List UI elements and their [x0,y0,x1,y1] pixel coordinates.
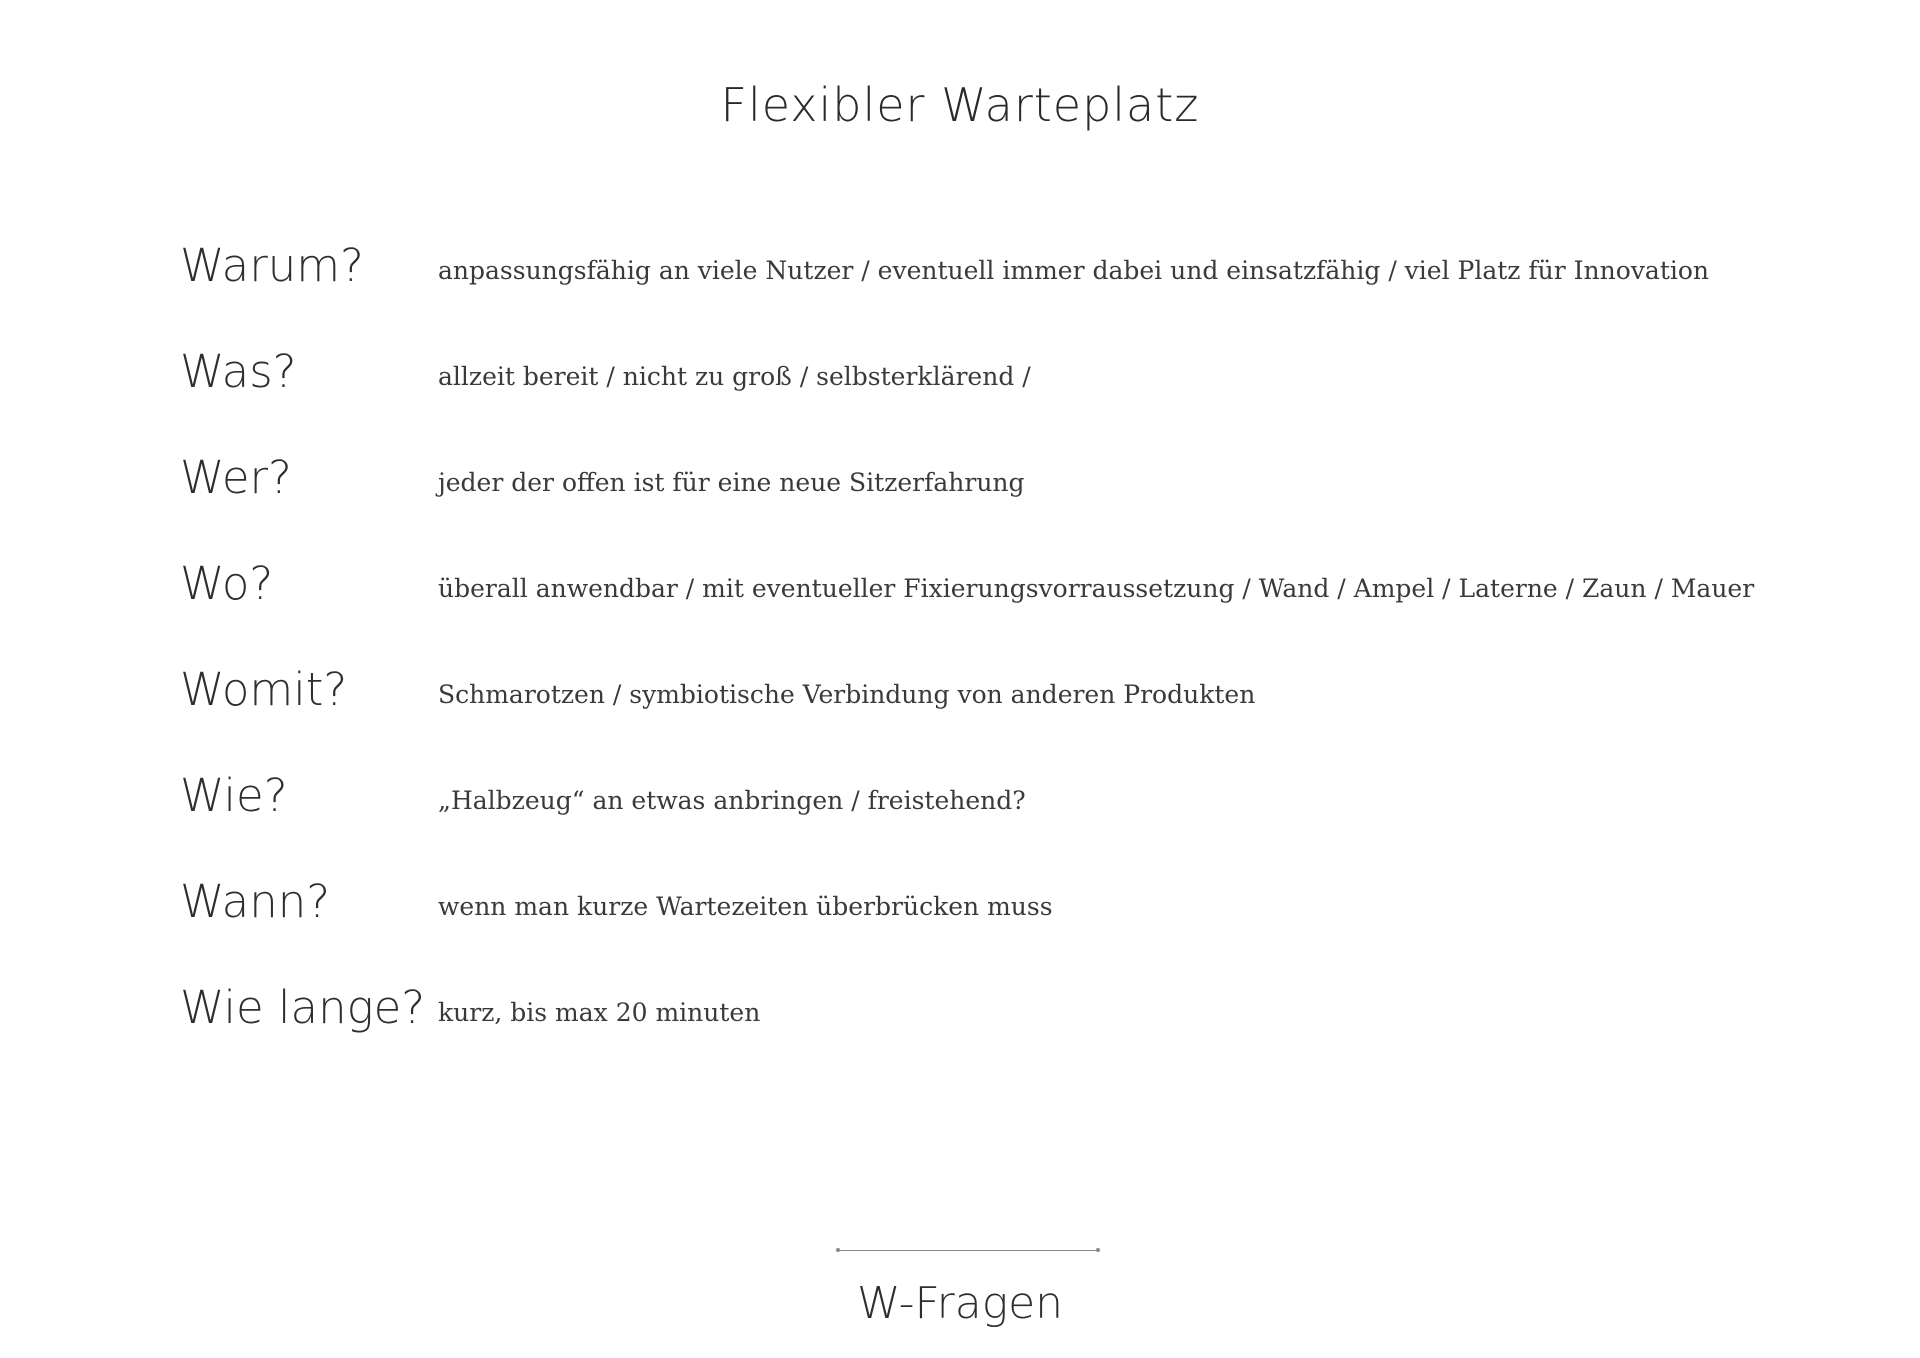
question-label: Wann? [180,875,331,928]
question-label: Womit? [180,663,348,716]
question-label: Warum? [180,239,364,292]
footer-divider [838,1250,1098,1251]
footer-label: W-Fragen [856,1278,1064,1329]
answer-text: „Halbzeug“ an etwas anbringen / freistehend? [438,786,1026,815]
answer-text: Schmarotzen / symbiotische Verbindung von anderen Produkten [438,680,1256,709]
question-label: Wie? [180,769,288,822]
question-label: Wo? [180,557,274,610]
question-label: Wer? [180,451,292,504]
question-row-wie-lange [180,978,1780,1084]
answer-text: allzeit bereit / nicht zu groß / selbsterklärend / [438,362,1031,391]
question-list [180,236,1780,1084]
answer-text: kurz, bis max 20 minuten [438,998,761,1027]
answer-text: überall anwendbar / mit eventueller Fixierungsvorraussetzung / Wand / Ampel / Laterne / Zaun / Mauer [438,574,1755,603]
question-row-warum [180,236,1780,342]
question-row-wo [180,554,1780,660]
answer-text: anpassungsfähig an viele Nutzer / eventuell immer dabei und einsatzfähig / viel Platz für Innovation [438,256,1710,285]
question-row-wie [180,766,1780,872]
question-label: Was? [180,345,297,398]
question-label: Wie lange? [180,981,426,1034]
question-row-was [180,342,1780,448]
answer-text: jeder der offen ist für eine neue Sitzerfahrung [438,468,1025,497]
question-row-womit [180,660,1780,766]
question-row-wer [180,448,1780,554]
answer-text: wenn man kurze Wartezeiten überbrücken muss [438,892,1053,921]
question-row-wann [180,872,1780,978]
page-title: Flexibler Warteplatz [720,78,1200,132]
